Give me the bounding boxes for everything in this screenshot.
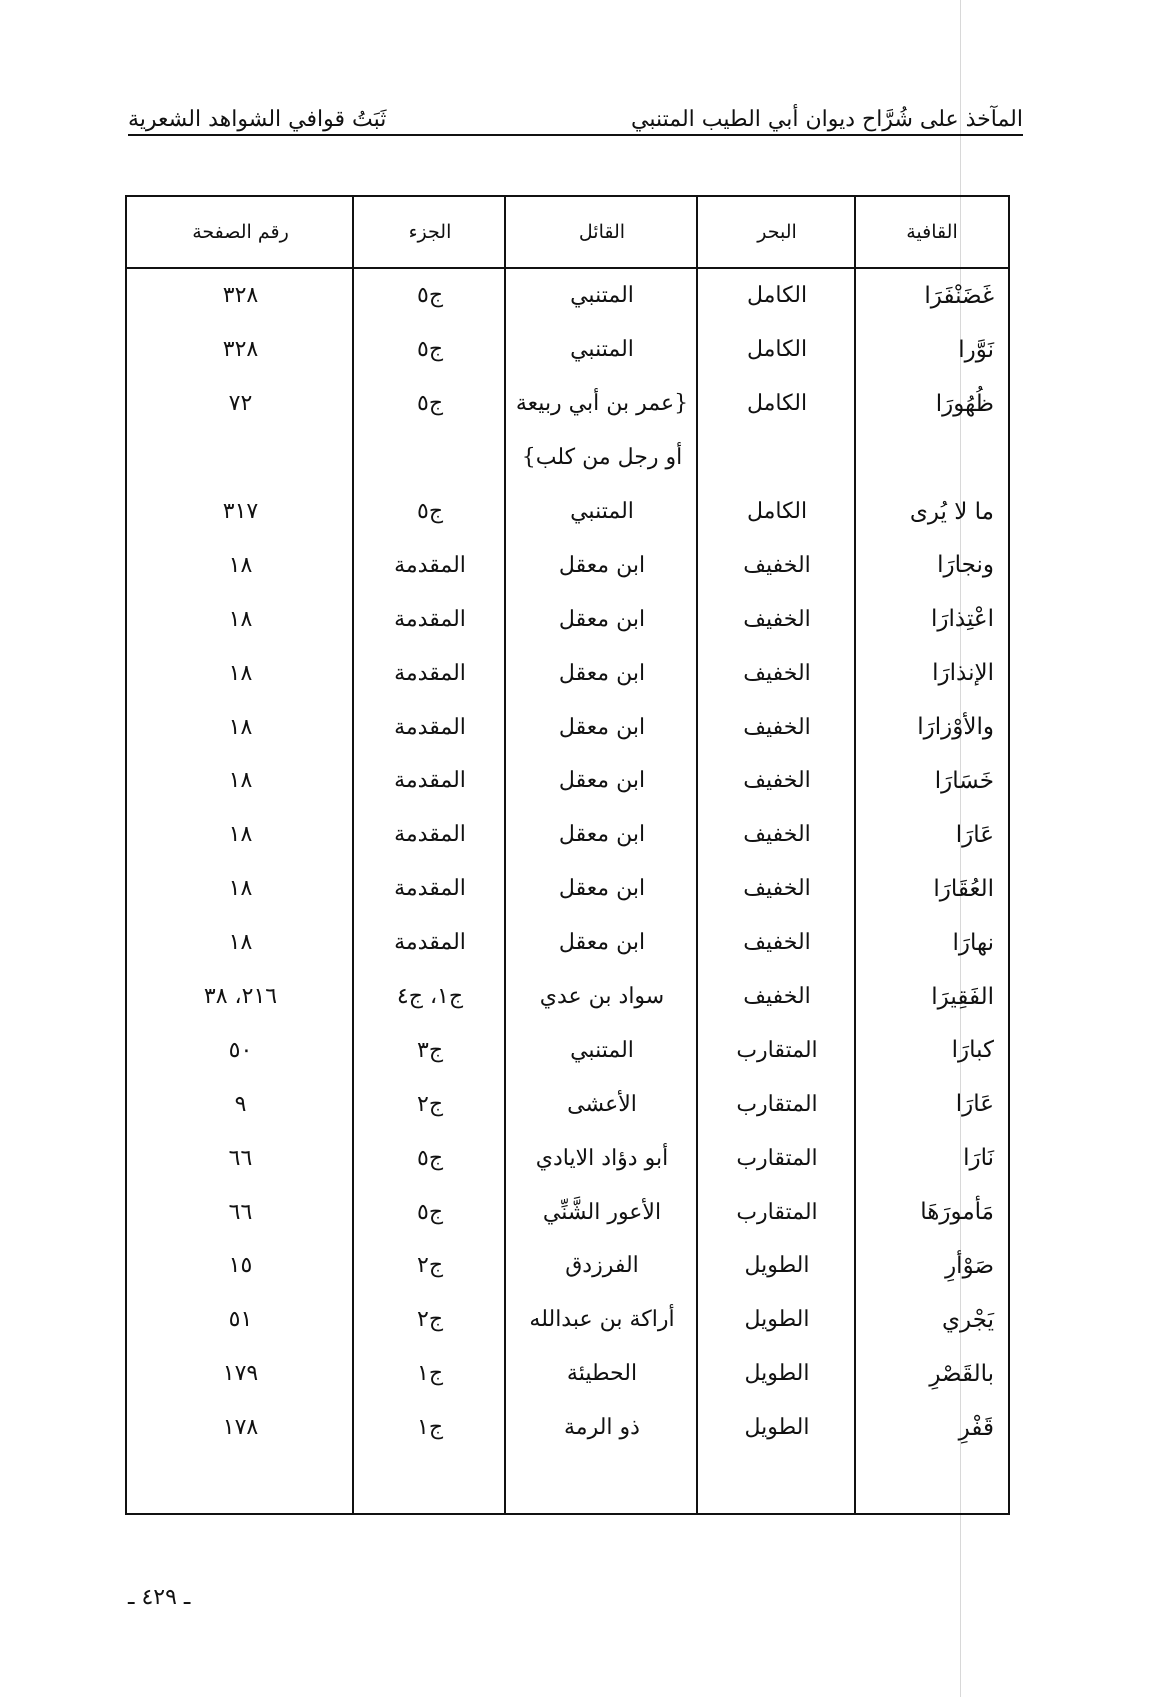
table-row bbox=[127, 700, 1008, 754]
table-row bbox=[127, 646, 1008, 700]
table-row bbox=[127, 485, 1008, 539]
cell-page: ٦٦ bbox=[228, 1145, 253, 1171]
header-rule bbox=[128, 134, 1023, 136]
cell-bahr: الخفيف bbox=[743, 660, 811, 686]
cell-bahr: الخفيف bbox=[743, 768, 811, 794]
table-row bbox=[127, 970, 1008, 1024]
cell-page: ٥٠ bbox=[228, 1037, 253, 1063]
cell-qafiya: اعْتِذارَا bbox=[930, 606, 994, 633]
cell-juz: ج٥ bbox=[416, 1199, 444, 1225]
cell-page: ١٥ bbox=[228, 1253, 253, 1279]
cell-qafiya: ظُهُورَا bbox=[935, 390, 994, 417]
cell-juz: المقدمة bbox=[394, 876, 466, 902]
cell-juz: ج٥ bbox=[416, 1145, 444, 1171]
cell-qafiya: نهارَا bbox=[952, 929, 994, 956]
table-header-row bbox=[127, 197, 1008, 268]
cell-bahr: الكامل bbox=[746, 283, 808, 309]
cell-page: ٧٢ bbox=[228, 391, 253, 417]
cell-bahr: الخفيف bbox=[743, 930, 811, 956]
header-bahr: البحر bbox=[698, 197, 856, 268]
table-row bbox=[127, 754, 1008, 808]
cell-qafiya: يَجْري bbox=[942, 1306, 994, 1333]
cell-bahr: الخفيف bbox=[743, 822, 811, 848]
cell-qail: ابن معقل bbox=[558, 930, 646, 956]
cell-bahr: الطويل bbox=[744, 1253, 810, 1279]
cell-page: ١٧٨ bbox=[222, 1415, 259, 1441]
cell-bahr: الخفيف bbox=[743, 552, 811, 578]
cell-qail: المتنبي bbox=[570, 499, 634, 524]
cell-bahr: الطويل bbox=[744, 1415, 810, 1441]
cell-juz: ج٢ bbox=[416, 1091, 444, 1117]
cell-page: ٣٢٨ bbox=[222, 283, 259, 309]
cell-qafiya: عَارَا bbox=[955, 1091, 994, 1118]
cell-qafiya: الفَقِيرَا bbox=[931, 983, 994, 1010]
cell-qail: المتنبي bbox=[570, 1037, 634, 1063]
header-juz: الجزء bbox=[354, 197, 506, 268]
cell-bahr: الخفيف bbox=[743, 984, 811, 1010]
cell-juz: المقدمة bbox=[394, 606, 466, 632]
cell-juz bbox=[354, 431, 506, 485]
cell-juz: ج١ bbox=[416, 1415, 444, 1441]
column-divider bbox=[504, 197, 506, 1513]
cell-qafiya: كبارَا bbox=[951, 1037, 994, 1064]
table-row bbox=[127, 1293, 1008, 1347]
header-book-title: المآخذ على شُرَّاح ديوان أبي الطيب المتنبي bbox=[631, 107, 1023, 132]
cell-juz: المقدمة bbox=[394, 768, 466, 794]
cell-bahr: الخفيف bbox=[743, 606, 811, 632]
table-row bbox=[127, 323, 1008, 377]
table-row bbox=[127, 1077, 1008, 1131]
cell-qail: ذو الرمة bbox=[564, 1415, 640, 1441]
running-header bbox=[128, 88, 1023, 132]
table-row bbox=[127, 538, 1008, 592]
cell-qafiya: قَفْرِ bbox=[958, 1414, 994, 1441]
cell-juz: المقدمة bbox=[394, 930, 466, 956]
cell-juz: المقدمة bbox=[394, 714, 466, 740]
rhymes-table bbox=[125, 195, 1010, 1515]
cell-page: ١٨ bbox=[228, 876, 253, 902]
column-divider bbox=[696, 197, 698, 1513]
header-qail: القائل bbox=[506, 197, 698, 268]
cell-juz: المقدمة bbox=[394, 552, 466, 578]
cell-bahr: الخفيف bbox=[743, 876, 811, 902]
cell-juz: ج٢ bbox=[416, 1253, 444, 1279]
cell-qail: ابن معقل bbox=[558, 768, 646, 794]
cell-page: ٣١٧ bbox=[222, 499, 259, 524]
cell-qafiya: نَوَّرا bbox=[958, 336, 994, 363]
cell-qafiya: نَارَا bbox=[963, 1145, 994, 1172]
table-row bbox=[127, 377, 1008, 431]
cell-page: ٩ bbox=[234, 1091, 247, 1117]
cell-juz: ج٢ bbox=[416, 1307, 444, 1333]
cell-juz: ج٥ bbox=[416, 391, 444, 417]
cell-juz: ج٣ bbox=[416, 1037, 444, 1063]
cell-qail: ابن معقل bbox=[558, 714, 646, 740]
cell-qafiya: مَأمورَهَا bbox=[920, 1199, 994, 1226]
cell-qafiya: الإنذارَا bbox=[932, 660, 994, 687]
cell-qail: سواد بن عدي bbox=[539, 984, 665, 1010]
cell-bahr: الكامل bbox=[746, 391, 808, 417]
cell-qail: ابن معقل bbox=[558, 876, 646, 902]
cell-qail: الحطيئة bbox=[566, 1361, 638, 1387]
cell-bahr bbox=[698, 431, 856, 485]
column-divider bbox=[854, 197, 856, 1513]
cell-bahr: الكامل bbox=[746, 337, 808, 363]
table-row bbox=[127, 1185, 1008, 1239]
cell-qail: {عمر بن أبي ربيعة bbox=[515, 391, 689, 417]
cell-qail: أبو دؤاد الايادي bbox=[535, 1145, 669, 1171]
cell-qail: أراكة بن عبدالله bbox=[529, 1307, 675, 1333]
cell-bahr: الكامل bbox=[746, 499, 808, 524]
cell-bahr: المتقارب bbox=[736, 1091, 818, 1117]
cell-bahr: المتقارب bbox=[736, 1037, 818, 1063]
cell-page: ١٨ bbox=[228, 930, 253, 956]
header-qafiya: القافية bbox=[856, 197, 1008, 268]
cell-qail: ابن معقل bbox=[558, 552, 646, 578]
cell-page: ١٨ bbox=[228, 660, 253, 686]
table-row bbox=[127, 916, 1008, 970]
cell-juz: ج٥ bbox=[416, 283, 444, 309]
cell-qafiya: صَوْأرِ bbox=[945, 1252, 994, 1279]
table-row bbox=[127, 1401, 1008, 1455]
table-row bbox=[127, 592, 1008, 646]
table-row bbox=[127, 1239, 1008, 1293]
table-row bbox=[127, 1347, 1008, 1401]
cell-bahr: المتقارب bbox=[736, 1199, 818, 1225]
cell-qafiya: عَارَا bbox=[955, 821, 994, 848]
table-body bbox=[127, 268, 1008, 1455]
table-row bbox=[127, 808, 1008, 862]
cell-page: ٢١٦، ٣٨ bbox=[203, 984, 278, 1010]
cell-qafiya: العُقَارَا bbox=[933, 875, 994, 902]
cell-qafiya bbox=[856, 431, 1008, 485]
table-row bbox=[127, 1131, 1008, 1185]
cell-juz: ج٥ bbox=[416, 499, 444, 524]
cell-page: ١٨ bbox=[228, 714, 253, 740]
cell-qail: ابن معقل bbox=[558, 822, 646, 848]
cell-bahr: الطويل bbox=[744, 1307, 810, 1333]
cell-page: ٥١ bbox=[228, 1307, 253, 1333]
cell-juz: ج١، ج٤ bbox=[396, 984, 464, 1010]
cell-page: ١٨ bbox=[228, 768, 253, 794]
table-row bbox=[127, 862, 1008, 916]
cell-juz: المقدمة bbox=[394, 660, 466, 686]
rhymes-table-grid bbox=[127, 197, 1008, 1455]
cell-bahr: الخفيف bbox=[743, 714, 811, 740]
page-number: ـ ٤٢٩ ـ bbox=[128, 1585, 191, 1610]
table-row bbox=[127, 1023, 1008, 1077]
cell-juz: المقدمة bbox=[394, 822, 466, 848]
cell-page: ١٨ bbox=[228, 606, 253, 632]
cell-qafiya: ونجارَا bbox=[937, 552, 994, 579]
cell-qail: الأعور الشَّنِّي bbox=[542, 1199, 662, 1225]
cell-qafiya: بالقَصْرِ bbox=[929, 1360, 994, 1387]
header-section-title: ثَبَتُ قوافي الشواهد الشعرية bbox=[128, 107, 387, 132]
cell-page: ١٨ bbox=[228, 822, 253, 848]
cell-page: ٦٦ bbox=[228, 1199, 253, 1225]
cell-juz: ج٥ bbox=[416, 337, 444, 363]
column-divider bbox=[352, 197, 354, 1513]
cell-page bbox=[127, 431, 354, 485]
cell-qafiya: غَضَنْفَرَا bbox=[924, 282, 994, 309]
cell-qail: أو رجل من كلب} bbox=[521, 445, 683, 471]
cell-bahr: المتقارب bbox=[736, 1145, 818, 1171]
cell-page: ١٨ bbox=[228, 552, 253, 578]
cell-qail: الفرزدق bbox=[565, 1253, 639, 1279]
cell-page: ١٧٩ bbox=[222, 1361, 259, 1387]
cell-bahr: الطويل bbox=[744, 1361, 810, 1387]
cell-qail: ابن معقل bbox=[558, 660, 646, 686]
table-row bbox=[127, 431, 1008, 485]
cell-qail: المتنبي bbox=[570, 283, 634, 309]
cell-qafiya: ما لا يُرى bbox=[909, 498, 994, 525]
header-page: رقم الصفحة bbox=[127, 197, 354, 268]
cell-qail: ابن معقل bbox=[558, 606, 646, 632]
table-row bbox=[127, 268, 1008, 323]
cell-qail: المتنبي bbox=[570, 337, 634, 363]
cell-qafiya: والأوْزارَا bbox=[917, 714, 994, 741]
cell-qafiya: خَسَارَا bbox=[934, 767, 994, 794]
cell-juz: ج١ bbox=[416, 1361, 444, 1387]
cell-page: ٣٢٨ bbox=[222, 337, 259, 363]
cell-qail: الأعشى bbox=[567, 1091, 637, 1117]
